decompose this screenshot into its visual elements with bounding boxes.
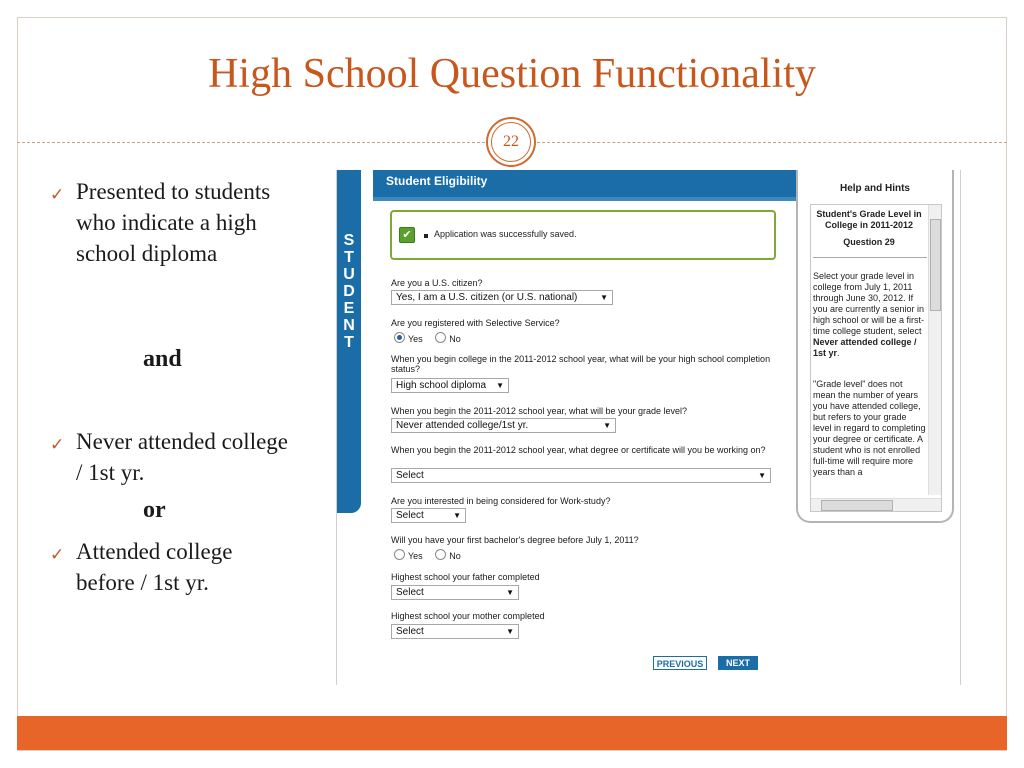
radio-selected-icon[interactable] xyxy=(394,332,405,343)
bullet-never-attended-text: Never attended college / 1st yr. xyxy=(76,429,288,485)
hs-status-question: When you begin college in the 2011-2012 school year, what will be your high school completion status? xyxy=(391,354,771,374)
citizen-select-value: Yes, I am a U.S. citizen (or U.S. national) xyxy=(396,292,578,303)
mother-education-question: Highest school your mother completed xyxy=(391,611,545,621)
student-side-tab-label: S T U D E N T xyxy=(343,232,355,351)
bachelor-radios xyxy=(394,549,461,561)
help-panel-title: Help and Hints xyxy=(839,183,910,194)
grade-level-select-value: Never attended college/1st yr. xyxy=(396,420,529,431)
grade-level-select[interactable] xyxy=(391,418,616,433)
help-content[interactable] xyxy=(810,204,942,512)
slide-title: High School Question Functionality xyxy=(208,51,816,97)
screenshot-right-border xyxy=(960,170,961,685)
selective-service-question: Are you registered with Selective Service? xyxy=(391,318,560,328)
footer-accent-bar xyxy=(17,716,1007,750)
title-divider-right xyxy=(537,142,1007,143)
bullet-list xyxy=(50,176,290,269)
bachelor-yes-option[interactable]: Yes xyxy=(394,551,423,561)
help-heading: Student's Grade Level in College in 2011-2012 xyxy=(816,209,922,230)
help-paragraph-2: "Grade level" does not mean the number of years you have attended college, but refers to your grade level in regard to completing your degree or certificate. A student who is not enrolled full-time will require more years than a xyxy=(813,379,926,477)
father-education-question: Highest school your father completed xyxy=(391,572,540,582)
hs-status-select-value: High school diploma xyxy=(396,380,487,391)
mother-education-select-value: Select xyxy=(396,626,424,637)
student-eligibility-header xyxy=(373,170,819,197)
selective-service-no-option[interactable]: No xyxy=(435,334,461,344)
bachelor-no-option[interactable]: No xyxy=(435,551,461,561)
bullet-presented-text: Presented to students who indicate a high school diploma xyxy=(76,179,271,266)
radio-icon[interactable] xyxy=(435,549,446,560)
page-number: 22 xyxy=(491,122,531,162)
bullet-presented xyxy=(50,176,290,269)
work-study-select[interactable] xyxy=(391,508,466,523)
header-underline xyxy=(373,197,819,201)
degree-question: When you begin the 2011-2012 school year, what degree or certificate will you be working on? xyxy=(391,445,766,455)
chevron-down-icon: ▼ xyxy=(506,588,514,597)
degree-select-value: Select xyxy=(396,470,424,481)
screenshot-left-border xyxy=(336,170,337,685)
or-connector: or xyxy=(143,497,166,523)
horizontal-scrollbar[interactable] xyxy=(811,498,941,511)
grade-level-question: When you begin the 2011-2012 school year, what will be your grade level? xyxy=(391,406,688,416)
chevron-down-icon: ▼ xyxy=(758,471,766,480)
chevron-down-icon: ▼ xyxy=(603,421,611,430)
previous-button[interactable]: PREVIOUS xyxy=(653,656,707,670)
chevron-down-icon: ▼ xyxy=(453,511,461,520)
scroll-thumb[interactable] xyxy=(821,500,893,511)
next-button[interactable]: NEXT xyxy=(718,656,758,670)
chevron-down-icon: ▼ xyxy=(600,293,608,302)
and-connector: and xyxy=(143,346,182,372)
bachelor-question: Will you have your first bachelor's degree before July 1, 2011? xyxy=(391,535,639,545)
help-and-hints-panel xyxy=(796,170,954,523)
title-divider-left xyxy=(17,142,485,143)
father-education-select[interactable] xyxy=(391,585,519,600)
selective-service-yes-option[interactable]: Yes xyxy=(394,334,423,344)
help-paragraph-1: Select your grade level in college from July 1, 2011 through June 30, 2012. If you are currently a senior in high school or will be a first-time college student, select Never attended college / 1st yr. xyxy=(813,271,925,358)
bullet-list-3 xyxy=(50,536,290,598)
father-education-select-value: Select xyxy=(396,587,424,598)
save-confirmation-text: Application was successfully saved. xyxy=(434,229,577,239)
work-study-question: Are you interested in being considered for Work-study? xyxy=(391,496,611,506)
help-divider xyxy=(813,257,927,258)
help-question-number: Question 29 xyxy=(843,237,895,247)
selective-service-radios xyxy=(394,332,461,344)
page-number-badge xyxy=(486,117,536,167)
mother-education-select[interactable] xyxy=(391,624,519,639)
bullet-never-attended xyxy=(50,426,290,488)
save-confirmation xyxy=(390,210,776,260)
check-icon: ✓ xyxy=(50,545,65,564)
check-icon: ✔ xyxy=(399,227,415,243)
chevron-down-icon: ▼ xyxy=(496,381,504,390)
bullet-dot xyxy=(424,234,428,238)
work-study-select-value: Select xyxy=(396,510,424,521)
chevron-down-icon: ▼ xyxy=(506,627,514,636)
citizen-question: Are you a U.S. citizen? xyxy=(391,278,483,288)
student-side-tab xyxy=(336,170,361,513)
radio-icon[interactable] xyxy=(394,549,405,560)
bullet-attended-before xyxy=(50,536,290,598)
citizen-select[interactable] xyxy=(391,290,613,305)
vertical-scrollbar[interactable] xyxy=(928,205,941,495)
bullet-attended-before-text: Attended college before / 1st yr. xyxy=(76,539,233,595)
section-title: Student Eligibility xyxy=(386,174,488,188)
check-icon: ✓ xyxy=(50,185,65,204)
bullet-list-2 xyxy=(50,426,290,488)
check-icon: ✓ xyxy=(50,435,65,454)
scroll-thumb[interactable] xyxy=(930,219,941,311)
hs-status-select[interactable] xyxy=(391,378,509,393)
fafsa-screenshot xyxy=(336,170,961,685)
degree-select[interactable] xyxy=(391,468,771,483)
radio-icon[interactable] xyxy=(435,332,446,343)
